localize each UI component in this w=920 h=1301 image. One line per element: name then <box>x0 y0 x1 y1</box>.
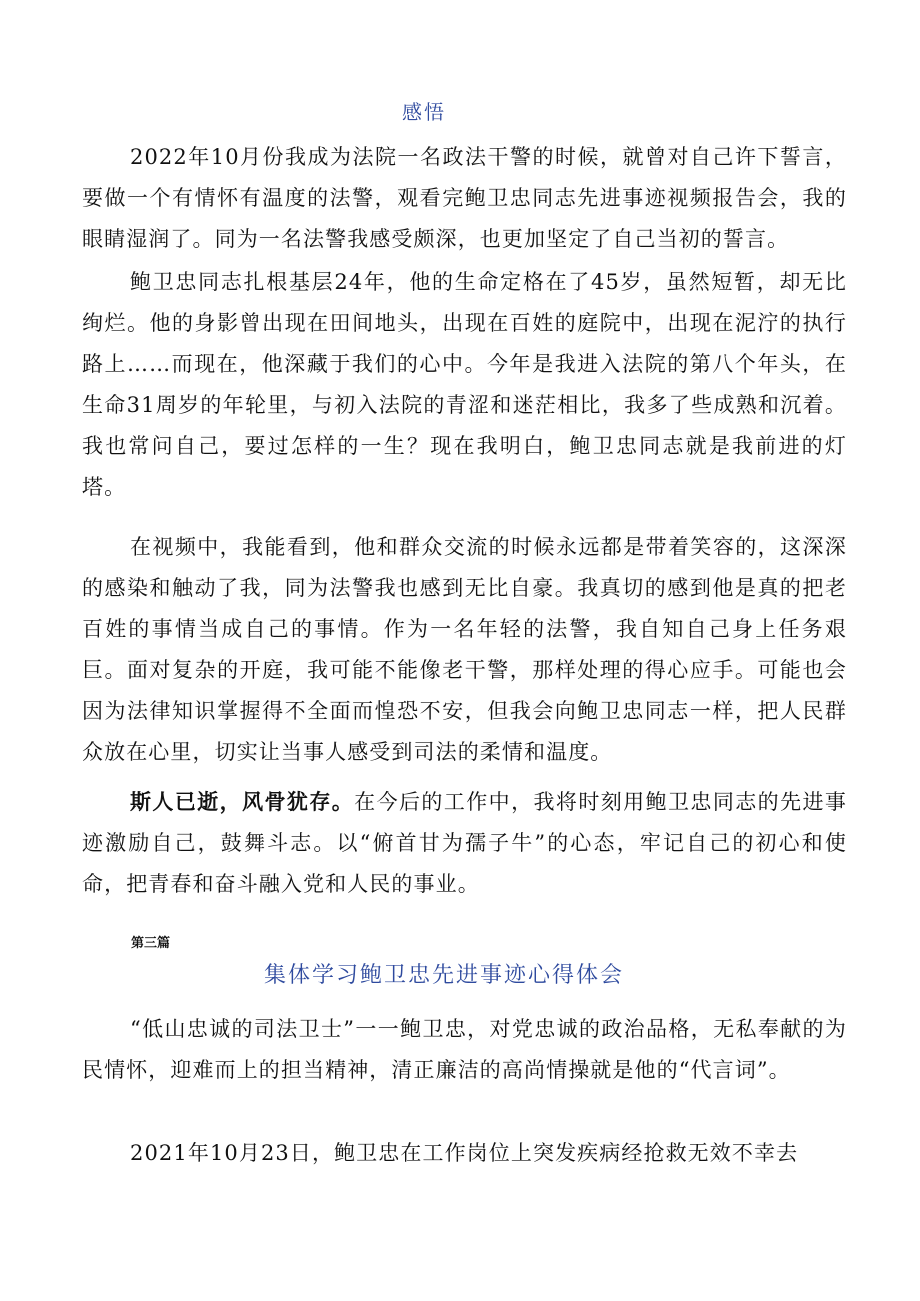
paragraph-oath: 2022年10月份我成为法院一名政法干警的时候，就曾对自己许下誓言，要做一个有情怀有温度的法警，观看完鲍卫忠同志先进事迹视频报告会，我的眼睛湿润了。同为一名法警我感受颇深，也更加坚定了自己当初的誓言。 <box>82 145 847 251</box>
paragraph-roots: 鲍卫忠同志扎根基层24年，他的生命定格在了45岁，虽然短暂，却无比绚烂。他的身影曾出现在田间地头，出现在百姓的庭院中，出现在泥泞的执行路上……而现在，他深藏于我们的心中。今年是我进入法院的第八个年头，在生命31周岁的年轮里，与初入法院的青涩和迷茫相比，我多了些成熟和沉着。我也常问自己，要过怎样的一生？现在我明白，鲍卫忠同志就是我前进的灯塔。 <box>82 270 847 499</box>
paragraph-video: 在视频中，我能看到，他和群众交流的时候永远都是带着笑容的，这深深的感染和触动了我，同为法警我也感到无比自豪。我真切的感到他是真的把老百姓的事情当成自己的事情。作为一名年轻的法警，我自知自己身上任务艰巨。面对复杂的开庭，我可能不能像老干警，那样处理的得心应手。可能也会因为法律知识掌握得不全面而惶恐不安，但我会向鲍卫忠同志一样，把人民群众放在心里，切实让当事人感受到司法的柔情和温度。 <box>82 535 847 764</box>
section-title-ganwu: 感悟 <box>402 100 446 124</box>
paragraph-legacy-lead: 斯人已逝，风骨犹存。 <box>130 789 355 814</box>
paragraph-guardian: “低山忠诚的司法卫士”一一鲍卫忠，对党忠诚的政治品格，无私奉献的为民情怀，迎难而上的担当精神，清正廉洁的高尚情操就是他的“代言词”。 <box>82 1017 847 1082</box>
article-title: 集体学习鲍卫忠先进事迹心得体会 <box>263 963 624 988</box>
paragraph-legacy-body: 在今后的工作中，我将时刻用鲍卫忠同志的先进事迹激励自己，鼓舞斗志。以“俯首甘为孺子牛”的心态，牢记自己的初心和使命，把青春和奋斗融入党和人民的事业。 <box>82 790 848 896</box>
paragraph-date: 2021年10月23日，鲍卫忠在工作岗位上突发疾病经抢救无效不幸去 <box>130 1141 799 1165</box>
section-label: 第三篇 <box>131 936 171 951</box>
paragraph-legacy <box>82 781 847 905</box>
